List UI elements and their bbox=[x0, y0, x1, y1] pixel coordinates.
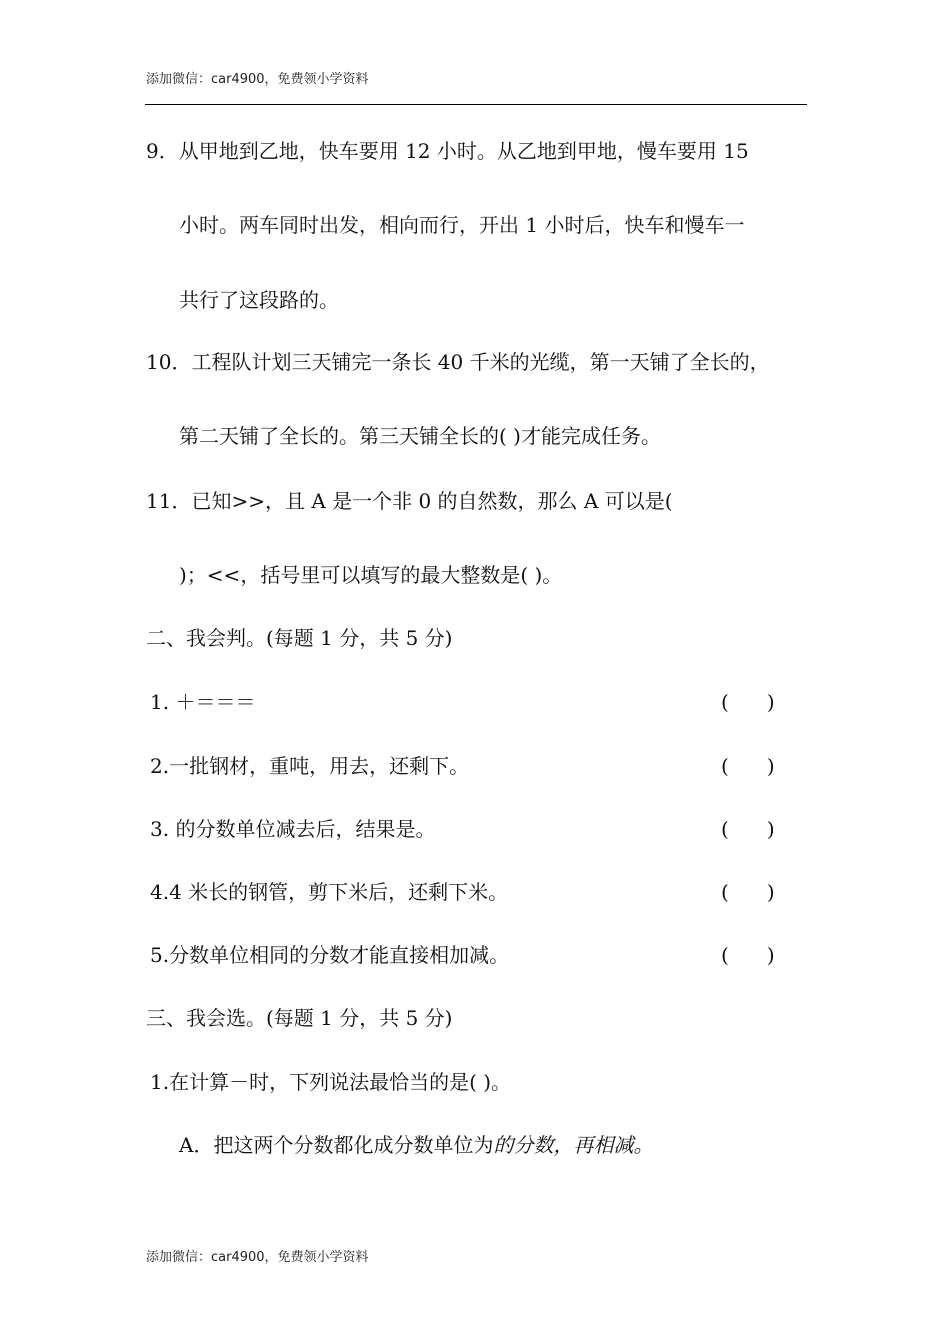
q11-line1: 11．已知>>，且 A 是一个非 0 的自然数，那么 A 可以是( bbox=[146, 489, 673, 513]
page-header: 添加微信：car4900，免费领小学资料 bbox=[146, 72, 369, 87]
judge-heading: 二、我会判。(每题 1 分，共 5 分) bbox=[146, 626, 453, 650]
option-a-italic-text: 的分数，再相减。 bbox=[493, 1133, 654, 1157]
judge-answer-3 bbox=[721, 817, 775, 841]
judge-answer-5 bbox=[721, 943, 775, 967]
judge-answer-2 bbox=[721, 754, 775, 778]
choice-q1: 1.在计算－时，下列说法最恰当的是( )。 bbox=[150, 1070, 512, 1094]
q9-line1: 9．从甲地到乙地，快车要用 12 小时。从乙地到甲地，慢车要用 15 bbox=[146, 139, 749, 163]
paren-open: ( bbox=[721, 690, 729, 714]
judge-item-4: 4.4 米长的钢管，剪下米后，还剩下米。 bbox=[150, 880, 509, 904]
paren-close: ) bbox=[766, 817, 775, 841]
paren-open: ( bbox=[721, 754, 729, 778]
paren-open: ( bbox=[721, 943, 729, 967]
header-divider bbox=[145, 104, 807, 105]
paren-close: ) bbox=[766, 690, 775, 714]
judge-item-5: 5.分数单位相同的分数才能直接相加减。 bbox=[150, 943, 510, 967]
q9-line3: 共行了这段路的。 bbox=[179, 288, 339, 312]
q10-line1: 10．工程队计划三天铺完一条长 40 千米的光缆，第一天铺了全长的， bbox=[146, 350, 770, 374]
judge-answer-1 bbox=[721, 690, 775, 714]
judge-answer-4 bbox=[721, 880, 775, 904]
page-footer: 添加微信：car4900，免费领小学资料 bbox=[146, 1250, 369, 1265]
judge-item-2: 2.一批钢材，重吨，用去，还剩下。 bbox=[150, 754, 470, 778]
paren-open: ( bbox=[721, 817, 729, 841]
q11-line2: )；<<，括号里可以填写的最大整数是( )。 bbox=[179, 563, 563, 587]
choice-heading: 三、我会选。(每题 1 分，共 5 分) bbox=[146, 1006, 453, 1030]
paren-open: ( bbox=[721, 880, 729, 904]
q9-line2: 小时。两车同时出发，相向而行，开出 1 小时后，快车和慢车一 bbox=[179, 213, 745, 237]
judge-item-1: 1. ＋＝＝＝ bbox=[150, 690, 256, 714]
judge-item-3: 3. 的分数单位减去后，结果是。 bbox=[150, 817, 436, 841]
option-a-text: A．把这两个分数都化成分数单位为 bbox=[179, 1133, 494, 1157]
paren-close: ) bbox=[766, 880, 775, 904]
paren-close: ) bbox=[766, 754, 775, 778]
q10-line2: 第二天铺了全长的。第三天铺全长的( )才能完成任务。 bbox=[179, 424, 661, 448]
choice-q1-option-a bbox=[179, 1133, 653, 1157]
paren-close: ) bbox=[766, 943, 775, 967]
